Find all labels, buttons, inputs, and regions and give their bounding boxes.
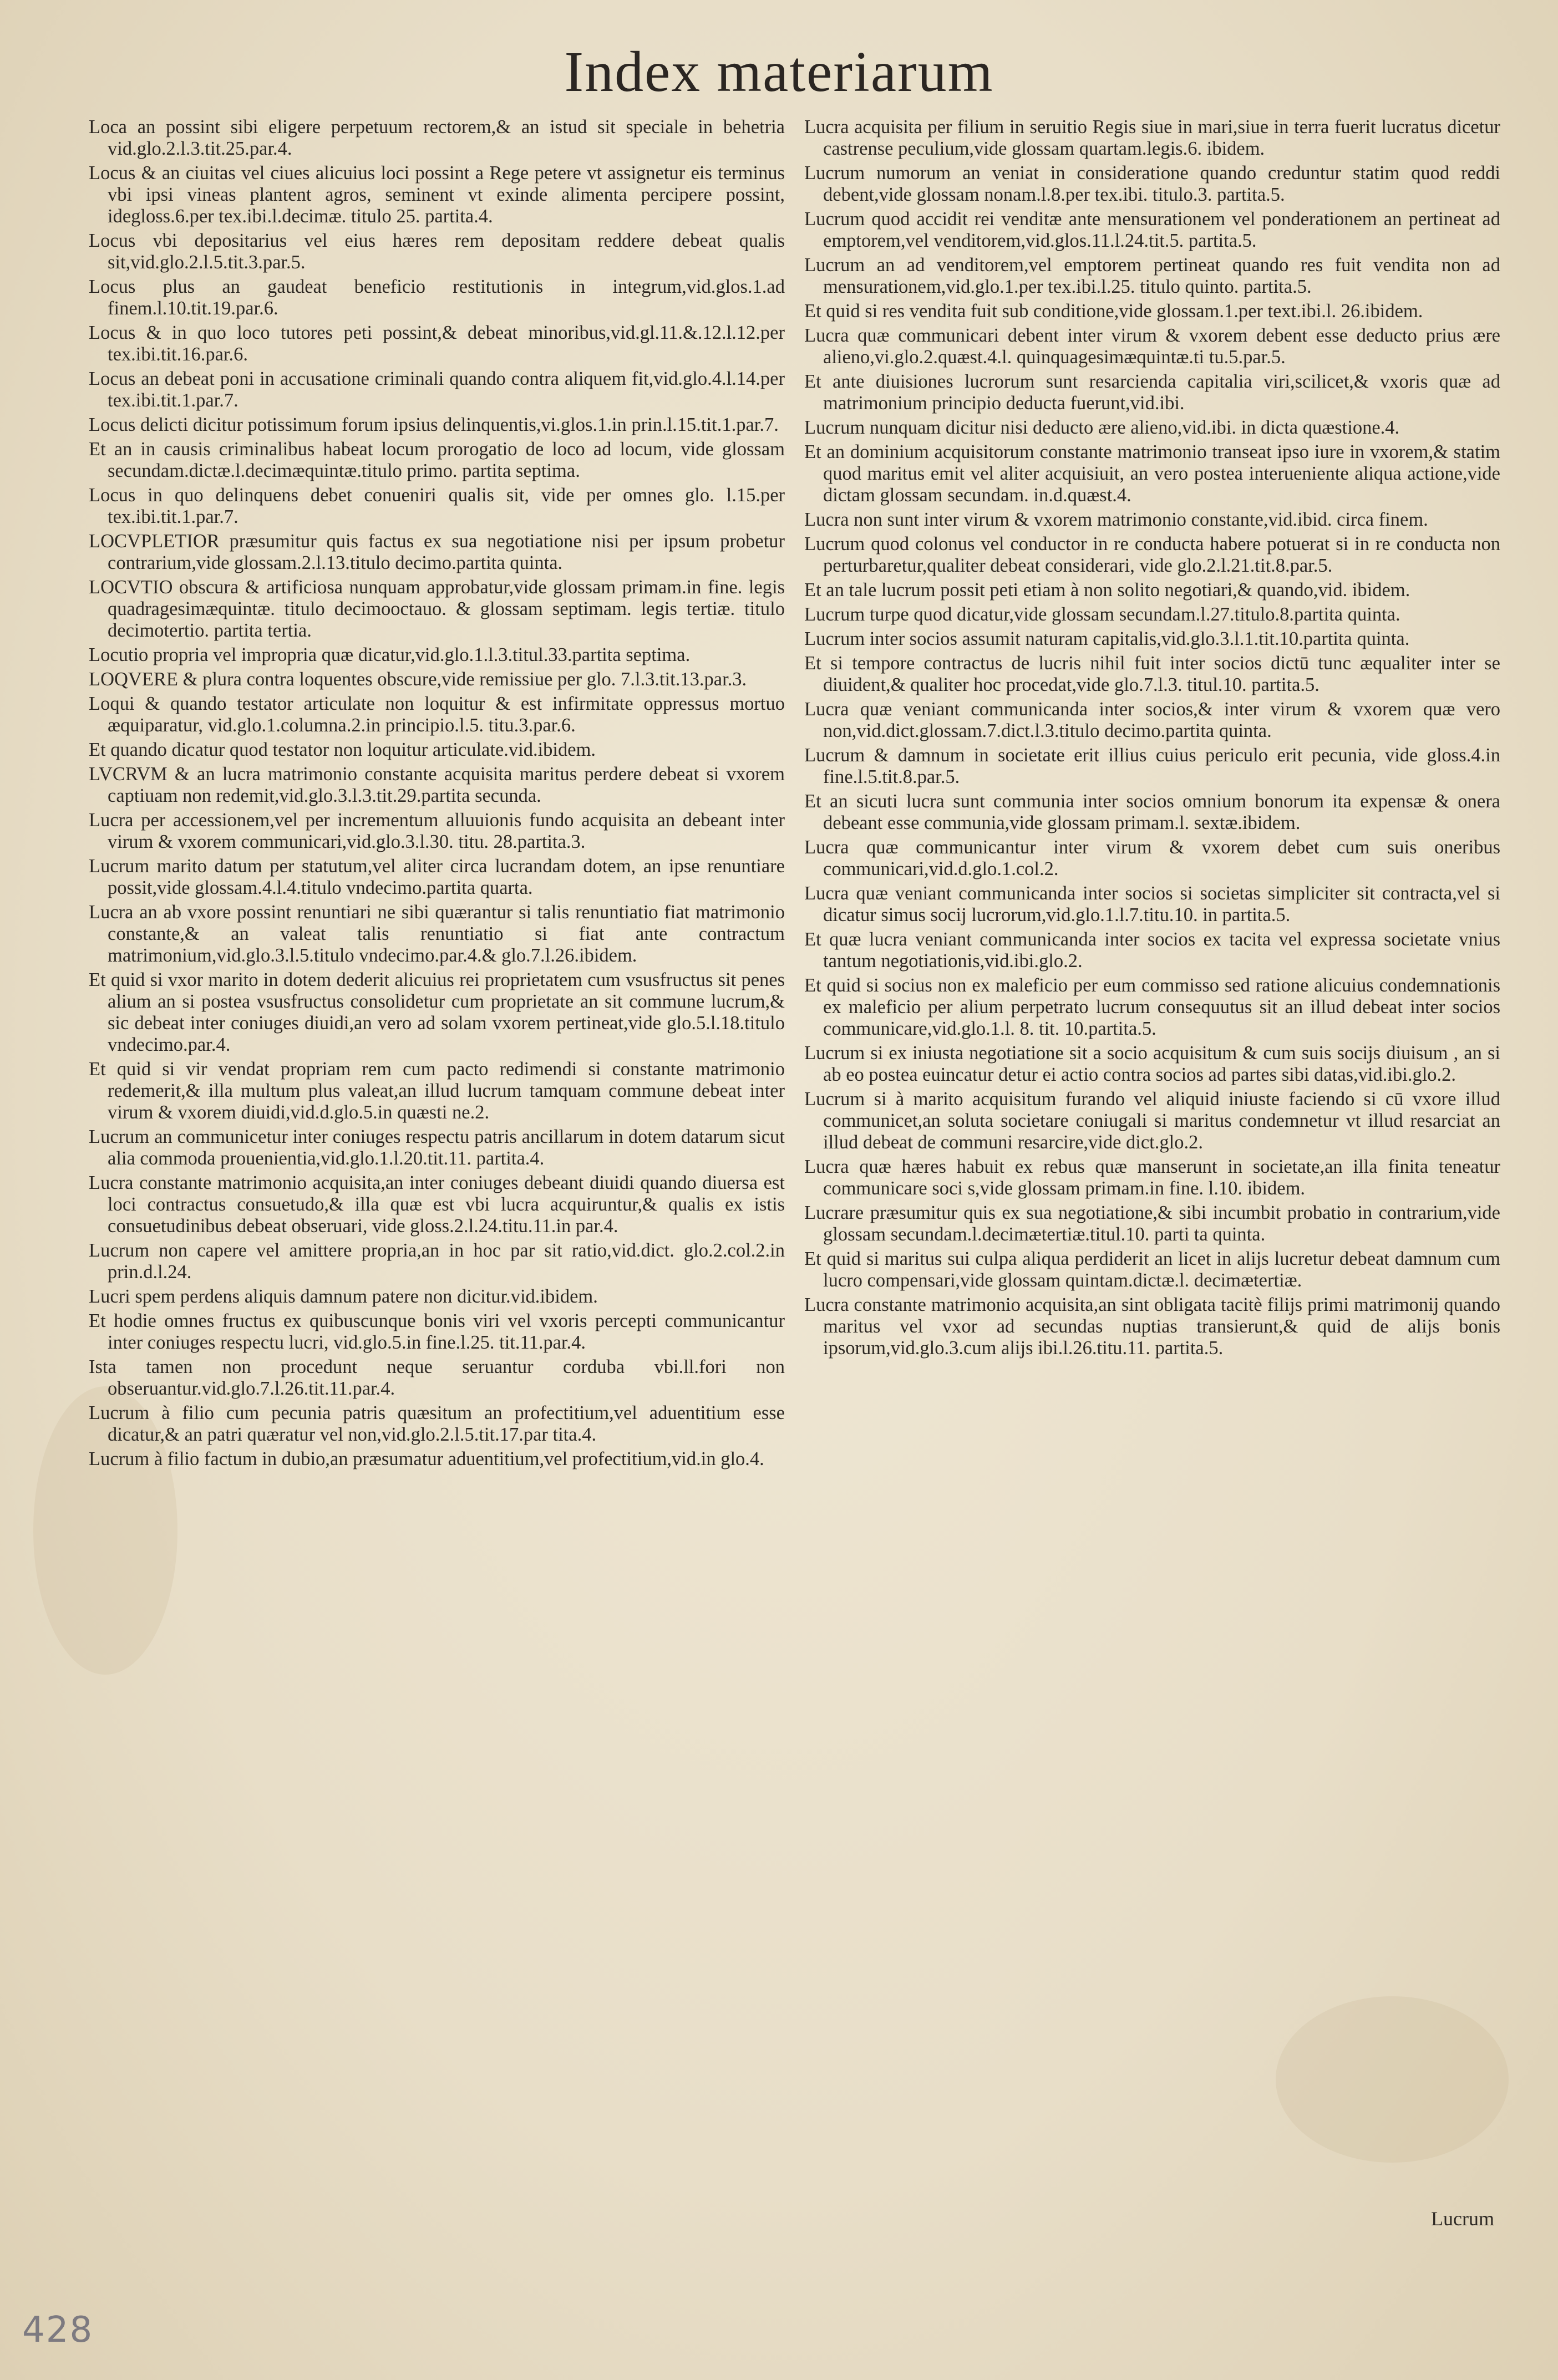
index-entry: Lucrum marito datum per statutum,vel aliter circa lucrandam dotem, an ipse renuntiare possit,vide glossam.4.l.4.titulo vndecimo.partita quarta. bbox=[89, 856, 785, 898]
index-entry: Lucra quæ veniant communicanda inter socios,& inter virum & vxorem quæ vero non,vid.dict.glossam.7.dict.l.3.titulo decimo.partita quinta. bbox=[804, 699, 1500, 741]
index-entry: LOCVPLETIOR præsumitur quis factus ex sua negotiatione nisi per ipsum probetur contrarium,vide glossam.2.l.13.titulo decimo.partita quinta. bbox=[89, 531, 785, 573]
index-entry: LVCRVM & an lucra matrimonio constante acquisita maritus perdere debeat si vxorem captiuam non redemit,vid.glo.3.l.3.tit.29.partita secunda. bbox=[89, 764, 785, 806]
index-entry: Locus vbi depositarius vel eius hæres rem depositam reddere debeat qualis sit,vid.glo.2.l.5.tit.3.par.5. bbox=[89, 230, 785, 273]
index-column-right bbox=[804, 116, 1500, 2213]
index-entry: Lucra quæ communicantur inter virum & vxorem debet cum suis oneribus communicari,vid.d.glo.1.col.2. bbox=[804, 837, 1500, 879]
index-entry: Locus delicti dicitur potissimum forum ipsius delinquentis,vi.glos.1.in prin.l.15.tit.1.par.7. bbox=[89, 414, 779, 435]
index-entry: Locus & in quo loco tutores peti possint,& debeat minoribus,vid.gl.11.&.12.l.12.per tex.ibi.tit.16.par.6. bbox=[89, 322, 785, 365]
index-entry: Lucri spem perdens aliquis damnum patere non dicitur.vid.ibidem. bbox=[89, 1286, 598, 1307]
index-entry: Lucrum turpe quod dicatur,vide glossam secundam.l.27.titulo.8.partita quinta. bbox=[804, 604, 1400, 625]
index-column-left bbox=[89, 116, 785, 2213]
index-entry: Locus in quo delinquens debet conueniri qualis sit, vide per omnes glo. l.15.per tex.ibi.tit.1.par.7. bbox=[89, 485, 785, 527]
index-entry: Lucrum à filio cum pecunia patris quæsitum an profectitium,vel aduentitium esse dicatur,& an patri quæratur vel non,vid.glo.2.l.5.tit.17.par tita.4. bbox=[89, 1402, 785, 1445]
index-entry: LOQVERE & plura contra loquentes obscure,vide remissiue per glo. 7.l.3.tit.13.par.3. bbox=[89, 669, 747, 690]
index-entry: Lucra acquisita per filium in seruitio Regis siue in mari,siue in terra fuerit lucratus dicetur castrense peculium,vide glossam quartam.legis.6. ibidem. bbox=[804, 116, 1500, 159]
index-entry: Lucrum an communicetur inter coniuges respectu patris ancillarum in dotem datarum sicut alia commoda prouenientia,vid.glo.1.l.20.tit.11. partita.4. bbox=[89, 1126, 785, 1169]
index-entry: Lucra quæ communicari debent inter virum & vxorem debent esse deducto prius ære alieno,vi.glo.2.quæst.4.l. quinquagesimæquintæ.ti tu.5.par.5. bbox=[804, 325, 1500, 368]
index-entry: Et quando dicatur quod testator non loquitur articulate.vid.ibidem. bbox=[89, 739, 596, 760]
index-entry: Lucrum non capere vel amittere propria,an in hoc par sit ratio,vid.dict. glo.2.col.2.in prin.d.l.24. bbox=[89, 1240, 785, 1283]
index-entry: Lucrum à filio factum in dubio,an præsumatur aduentitium,vel profectitium,vid.in glo.4. bbox=[89, 1448, 764, 1469]
index-entry: Loca an possint sibi eligere perpetuum rectorem,& an istud sit speciale in behetria vid.glo.2.l.3.tit.25.par.4. bbox=[89, 116, 785, 159]
index-entry: Loqui & quando testator articulate non loquitur & est infirmitate oppressus mortuo æquiparatur, vid.glo.1.columna.2.in principio.l.5. titu.3.par.6. bbox=[89, 693, 785, 736]
index-entry: Lucrum nunquam dicitur nisi deducto ære alieno,vid.ibi. in dicta quæstione.4. bbox=[804, 417, 1400, 438]
index-entry: Lucra per accessionem,vel per incrementum alluuionis fundo acquisita an debeant inter virum & vxorem communicari,vid.glo.3.l.30. titu. 28.partita.3. bbox=[89, 810, 785, 852]
index-entry: Lucra constante matrimonio acquisita,an inter coniuges debeant diuidi quando diuersa est loci contractus consuetudo,& illa quæ est vbi lucra acquiruntur,& qualis ex istis consuetudinibus debeat obseruari, vide gloss.2.l.24.titu.11.in par.4. bbox=[89, 1172, 785, 1237]
index-entry: Et an sicuti lucra sunt communia inter socios omnium bonorum ita expensæ & onera debeant esse communia,vide glossam primam.l. sextæ.ibidem. bbox=[804, 791, 1500, 833]
index-entry: Et an in causis criminalibus habeat locum prorogatio de loco ad locum, vide glossam secundam.dictæ.l.decimæquintæ.titulo primo. partita septima. bbox=[89, 439, 785, 481]
index-entry: Lucrum an ad venditorem,vel emptorem pertineat quando res fuit vendita non ad mensurationem,vid.glo.1.per tex.ibi.l.25. titulo quinto. partita.5. bbox=[804, 255, 1500, 297]
index-entry: Et quid si socius non ex maleficio per eum commisso sed ratione alicuius condemnationis ex maleficio per alium perpetrato lucrum consequutus sit an illud debeat inter socios communicare,vid.glo.1.l. 8. tit. 10.partita.5. bbox=[804, 975, 1500, 1039]
index-entry: Et ante diuisiones lucrorum sunt resarcienda capitalia viri,scilicet,& vxoris quæ ad matrimonium principio deducta fuerunt,vid.ibi. bbox=[804, 371, 1500, 414]
index-entry: Lucrum si à marito acquisitum furando vel aliquid iniuste faciendo si cū vxore illud communicet,an soluta societare coniugali si maritus condemnetur vt illud resarciat an illud debeat de communi resarcire,vide dict.glo.2. bbox=[804, 1089, 1500, 1153]
index-entry: Lucrum quod colonus vel conductor in re conducta habere potuerat si in re conducta non perturbaretur,qualiter debeat considerari, vide glo.2.l.21.tit.8.par.5. bbox=[804, 533, 1500, 576]
index-entry: Et an dominium acquisitorum constante matrimonio transeat ipso iure in vxorem,& statim quod maritus emit vel aliter acquisiuit, an vero postea interueniente aliqua actione,vide dictam glossam secundam. in.d.quæst.4. bbox=[804, 441, 1500, 506]
catchword: Lucrum bbox=[1431, 2208, 1494, 2230]
index-entry: Lucra quæ veniant communicanda inter socios si societas simpliciter sit contracta,vel si dicatur simus socij lucrorum,vid.glo.1.l.7.titu.10. in partita.5. bbox=[804, 883, 1500, 925]
index-entry: Et an tale lucrum possit peti etiam à non solito negotiari,& quando,vid. ibidem. bbox=[804, 579, 1410, 601]
index-entry: Et hodie omnes fructus ex quibuscunque bonis viri vel vxoris percepti communicantur inter coniuges respectu lucri, vid.glo.5.in fine.l.25. tit.11.par.4. bbox=[89, 1310, 785, 1353]
index-entry: Lucra non sunt inter virum & vxorem matrimonio constante,vid.ibid. circa finem. bbox=[804, 509, 1428, 530]
index-entry: Et quid si maritus sui culpa aliqua perdiderit an licet in alijs lucretur debeat damnum cum lucro compensari,vide glossam quintam.dictæ.l. decimætertiæ. bbox=[804, 1248, 1500, 1291]
index-entry: Et si tempore contractus de lucris nihil fuit inter socios dictū tunc æqualiter inter se diuident,& qualiter hoc procedat,vide glo.7.l.3. titul.10. partita.5. bbox=[804, 653, 1500, 695]
index-entry: Lucra an ab vxore possint renuntiari ne sibi quærantur si talis renuntiatio fiat matrimonio constante,& an valeat talis renuntiatio si fiat ante contractum matrimonium,vid.glo.3.l.5.titulo vndecimo.par.4.& glo.7.l.26.ibidem. bbox=[89, 902, 785, 966]
index-entry: Locus an debeat poni in accusatione criminali quando contra aliquem fit,vid.glo.4.l.14.per tex.ibi.tit.1.par.7. bbox=[89, 368, 785, 411]
index-entry: Lucrum inter socios assumit naturam capitalis,vid.glo.3.l.1.tit.10.partita quinta. bbox=[804, 628, 1410, 649]
page-title: Index materiarum bbox=[564, 40, 994, 104]
index-entry: Lucrum si ex iniusta negotiatione sit a socio acquisitum & cum suis socijs diuisum , an si ab eo postea euincatur detur ei actio contra socios ad partes sibi datas,vid.ibi.glo.2. bbox=[804, 1042, 1500, 1085]
folio-note: 428 bbox=[22, 2310, 94, 2351]
index-entry: Lucrum numorum an veniat in consideratione quando creduntur statim quod reddi debent,vide glossam nonam.l.8.per tex.ibi. titulo.3. partita.5. bbox=[804, 162, 1500, 205]
index-entry: Locutio propria vel impropria quæ dicatur,vid.glo.1.l.3.titul.33.partita septima. bbox=[89, 644, 691, 665]
index-entry: Et quæ lucra veniant communicanda inter socios ex tacita vel expressa societate vnius tantum negotiationis,vid.ibi.glo.2. bbox=[804, 929, 1500, 972]
index-entry: LOCVTIO obscura & artificiosa nunquam approbatur,vide glossam primam.in fine. legis quadragesimæquintæ. titulo decimooctauo. & glossam septimam. legis tertiæ. titulo decimotertio. partita tertia. bbox=[89, 577, 785, 641]
index-entry: Lucrum & damnum in societate erit illius cuius periculo erit pecunia, vide gloss.4.in fine.l.5.tit.8.par.5. bbox=[804, 745, 1500, 787]
index-entry: Locus & an ciuitas vel ciues alicuius loci possint a Rege petere vt assignetur eis terminus vbi ipsi vineas plantent agros, seminent vt exinde alimenta percipere possint, idegloss.6.per tex.ibi.l.decimæ. titulo 25. partita.4. bbox=[89, 162, 785, 227]
index-entry: Et quid si vir vendat propriam rem cum pacto redimendi si constante matrimonio redemerit,& illa multum plus valeat,an illud lucrum tamquam commune debeat inter virum & vxorem diuidi,vid.d.glo.5.in quæsti ne.2. bbox=[89, 1059, 785, 1123]
index-entry: Ista tamen non procedunt neque seruantur corduba vbi.ll.fori non obseruantur.vid.glo.7.l.26.tit.11.par.4. bbox=[89, 1356, 785, 1399]
index-entry: Lucrare præsumitur quis ex sua negotiatione,& sibi incumbit probatio in contrarium,vide glossam secundam.l.decimætertiæ.titul.10. parti ta quinta. bbox=[804, 1202, 1500, 1245]
index-entry: Lucrum quod accidit rei venditæ ante mensurationem vel ponderationem an pertineat ad emptorem,vel venditorem,vid.glos.11.l.24.tit.5. partita.5. bbox=[804, 208, 1500, 251]
index-entry: Locus plus an gaudeat beneficio restitutionis in integrum,vid.glos.1.ad finem.l.10.tit.19.par.6. bbox=[89, 276, 785, 319]
index-entry: Lucra quæ hæres habuit ex rebus quæ manserunt in societate,an illa finita teneatur communicare soci s,vide glossam primam.in fine. l.10. ibidem. bbox=[804, 1156, 1500, 1199]
index-entry: Lucra constante matrimonio acquisita,an sint obligata tacitè filijs primi matrimonij quando maritus vel vxor ad secundas nuptias transierunt,& quid de alijs bonis ipsorum,vid.glo.3.cum alijs ibi.l.26.titu.11. partita.5. bbox=[804, 1294, 1500, 1359]
index-entry: Et quid si vxor marito in dotem dederit alicuius rei proprietatem cum vsusfructus sit penes alium an si postea vsusfructus consolidetur cum proprietate an sit commune lucrum,& sic debeat inter coniuges diuidi,an vero ad solam vxorem pertineat,vide glo.5.l.18.titulo vndecimo.par.4. bbox=[89, 969, 785, 1055]
index-entry: Et quid si res vendita fuit sub conditione,vide glossam.1.per text.ibi.l. 26.ibidem. bbox=[804, 301, 1423, 322]
